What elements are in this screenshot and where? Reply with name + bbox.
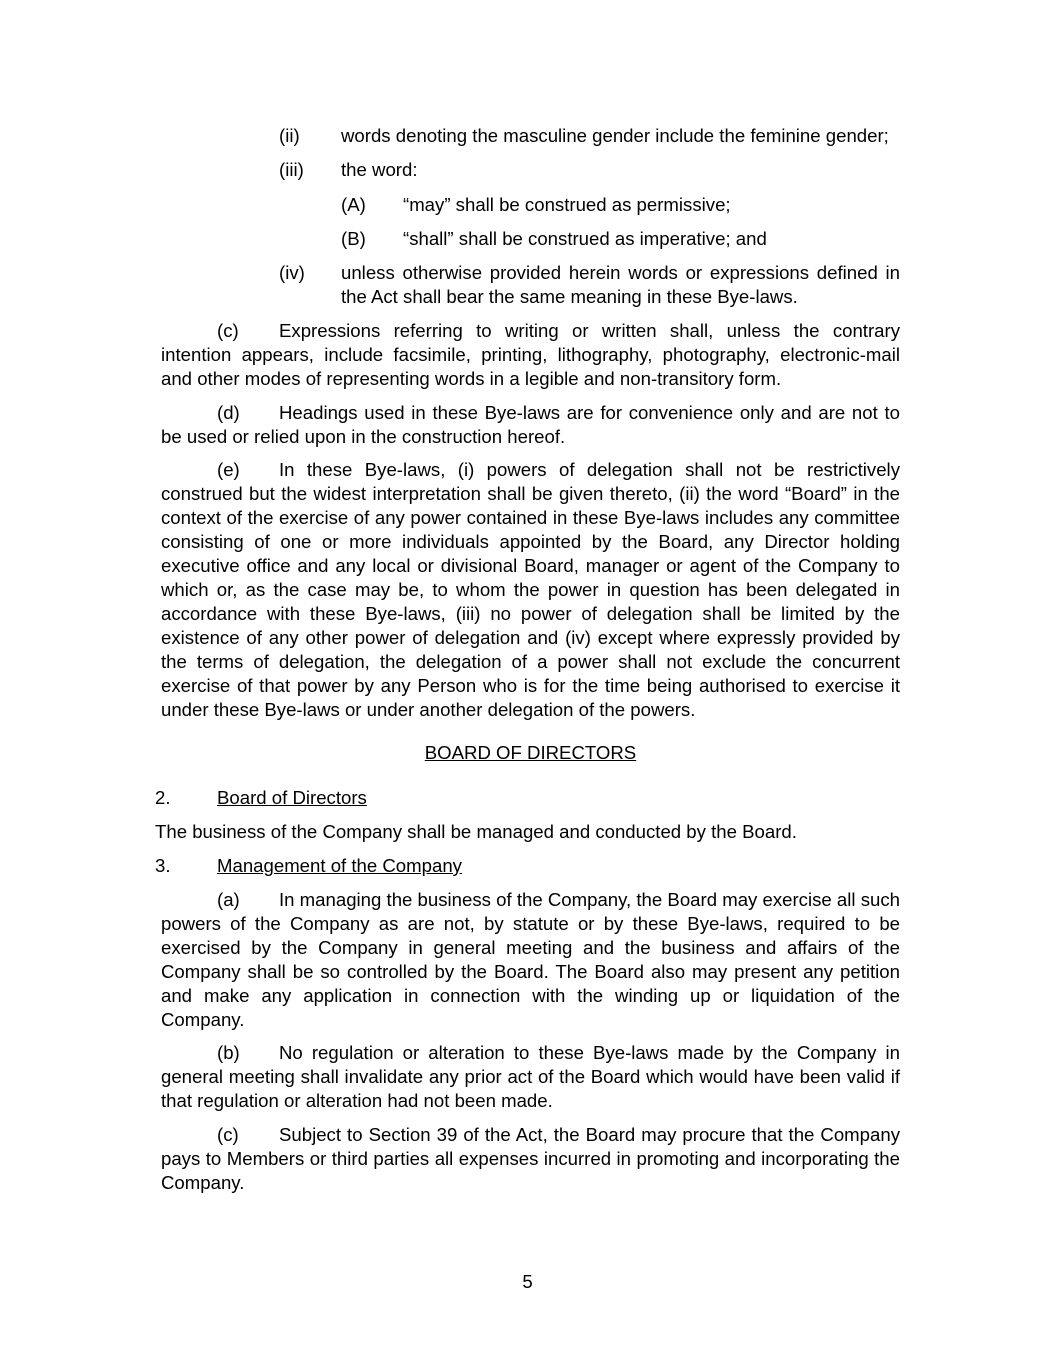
section-heading: [161, 741, 900, 765]
sub-list-item-text: “shall” shall be construed as imperative; and: [403, 228, 767, 249]
paragraph-label: (d): [217, 402, 240, 423]
paragraph-label: (b): [217, 1042, 240, 1063]
page-number: 5: [522, 1271, 533, 1292]
paragraph-3b: [161, 1041, 900, 1113]
list-item-label: (ii): [279, 125, 300, 146]
paragraph-d: [161, 401, 900, 449]
paragraph-text: Subject to Section 39 of the Act, the Board may procure that the Company pays to Members or third parties all expenses incurred in promoting and incorporating the Company.: [161, 1124, 900, 1193]
paragraph-label: (a): [217, 889, 240, 910]
sub-list-item: [341, 193, 900, 217]
list-item: [279, 261, 900, 309]
paragraph-text: No regulation or alteration to these Bye-laws made by the Company in general meeting shall invalidate any prior act of the Board which would have been valid if that regulation or alteration had not been made.: [161, 1042, 900, 1111]
paragraph-text: Headings used in these Bye-laws are for convenience only and are not to be used or relied upon in the construction hereof.: [161, 402, 900, 447]
paragraph-text: In managing the business of the Company, the Board may exercise all such powers of the Company as are not, by statute or by these Bye-laws, required to be exercised by the Company in general meeting and the business and affairs of the Company shall be so controlled by the Board. The Board also may present any petition and make any application in connection with the winding up or liquidation of the Company.: [161, 889, 900, 1030]
paragraph-e: [161, 458, 900, 722]
list-item-text: the word:: [341, 159, 418, 180]
paragraph-label: (c): [217, 1124, 239, 1145]
section-heading-text: BOARD OF DIRECTORS: [424, 742, 637, 763]
list-item: [279, 124, 900, 148]
paragraph-text: In these Bye-laws, (i) powers of delegation shall not be restrictively construed but the widest interpretation shall be given thereto, (ii) the word “Board” in the context of the exercise of any power contained in these Bye-laws includes any committee consisting of one or more individuals appointed by the Board, any Director holding executive office and any local or divisional Board, manager or agent of the Company to which or, as the case may be, to whom the power in question has been delegated in accordance with these Bye-laws, (iii) no power of delegation shall be limited by the existence of any other power of delegation and (iv) except where expressly provided by the terms of delegation, the delegation of a power shall not exclude the concurrent exercise of that power by any Person who is for the time being authorised to exercise it under these Bye-laws or under another delegation of the powers.: [161, 459, 900, 720]
section-2-text: The business of the Company shall be managed and conducted by the Board.: [155, 821, 797, 842]
sub-list-item-label: (B): [341, 228, 366, 249]
list-item-label: (iii): [279, 159, 304, 180]
sub-list-item-text: “may” shall be construed as permissive;: [403, 194, 731, 215]
section-number: 2.: [155, 787, 171, 808]
section-3-title: [155, 854, 900, 878]
sub-list-item: [341, 227, 900, 251]
paragraph-label: (e): [217, 459, 240, 480]
list-item-text: unless otherwise provided herein words or expressions defined in the Act shall bear the same meaning in these Bye-laws.: [341, 262, 900, 307]
section-title: Board of Directors: [217, 787, 367, 808]
paragraph-3c: [161, 1123, 900, 1195]
section-title: Management of the Company: [217, 855, 462, 876]
paragraph-3a: [161, 888, 900, 1032]
sub-list-item-label: (A): [341, 194, 366, 215]
list-item: [279, 158, 900, 182]
paragraph-c: [161, 319, 900, 391]
section-number: 3.: [155, 855, 171, 876]
list-item-text: words denoting the masculine gender include the feminine gender;: [341, 125, 889, 146]
section-2-title: [155, 786, 900, 810]
paragraph-text: Expressions referring to writing or written shall, unless the contrary intention appears, include facsimile, printing, lithography, photography, electronic-mail and other modes of representing words in a legible and non-transitory form.: [161, 320, 900, 389]
list-item-label: (iv): [279, 262, 305, 283]
paragraph-label: (c): [217, 320, 239, 341]
